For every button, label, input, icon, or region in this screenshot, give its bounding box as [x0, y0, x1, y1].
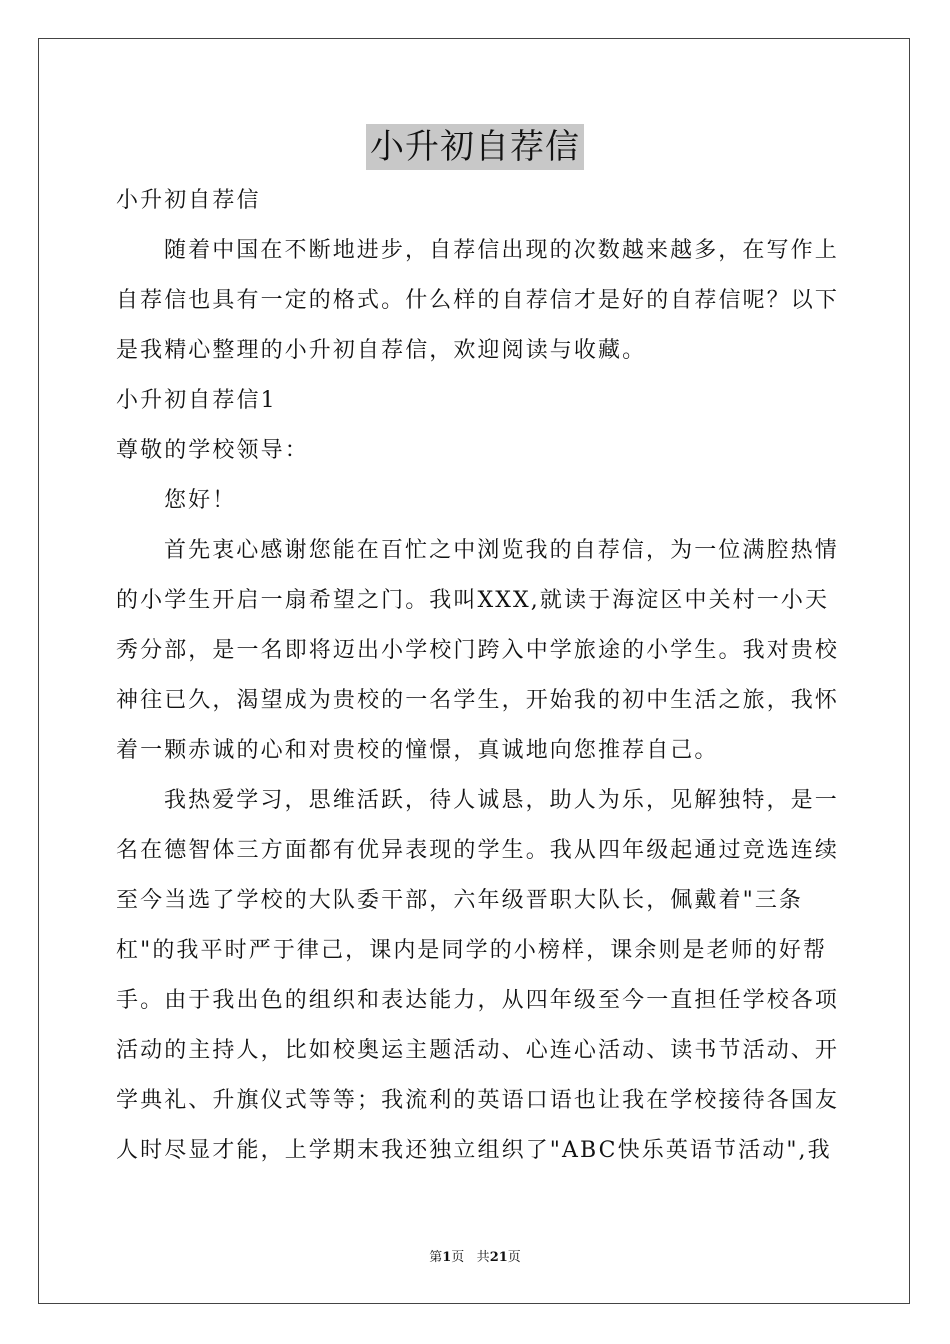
- paragraph-line: 自荐信也具有一定的格式。什么样的自荐信才是好的自荐信呢？以下: [116, 288, 840, 313]
- section-heading: 小升初自荐信1: [116, 388, 277, 413]
- footer-total-prefix: 共: [476, 1250, 490, 1265]
- paragraph-line: 首先衷心感谢您能在百忙之中浏览我的自荐信，为一位满腔热情: [164, 538, 839, 563]
- paragraph-line: 至今当选了学校的大队委干部，六年级晋职大队长，佩戴着"三条: [116, 888, 804, 913]
- paragraph-line: 手。由于我出色的组织和表达能力，从四年级至今一直担任学校各项: [116, 988, 840, 1013]
- footer-prefix: 第: [429, 1250, 443, 1265]
- page-footer: [0, 1246, 950, 1265]
- footer-page-suffix: 页: [451, 1250, 465, 1265]
- paragraph-line: 名在德智体三方面都有优异表现的学生。我从四年级起通过竞选连续: [116, 838, 840, 863]
- paragraph-line: 杠"的我平时严于律己，课内是同学的小榜样，课余则是老师的好帮: [116, 938, 828, 963]
- greeting: 您好！: [164, 488, 237, 513]
- document-title: 小升初自荐信: [366, 124, 584, 170]
- paragraph-line: 着一颗赤诚的心和对贵校的憧憬，真诚地向您推荐自己。: [116, 738, 719, 763]
- paragraph-line: 是我精心整理的小升初自荐信，欢迎阅读与收藏。: [116, 338, 647, 363]
- paragraph-line: 我热爱学习，思维活跃，待人诚恳，助人为乐，见解独特，是一: [164, 788, 839, 813]
- subtitle-line: 小升初自荐信: [116, 188, 261, 213]
- paragraph-line: 学典礼、升旗仪式等等；我流利的英语口语也让我在学校接待各国友: [116, 1088, 840, 1113]
- paragraph-line: 的小学生开启一扇希望之门。我叫XXX,就读于海淀区中关村一小天: [116, 588, 830, 613]
- paragraph-line: 人时尽显才能，上学期末我还独立组织了"ABC快乐英语节活动",我: [116, 1138, 832, 1163]
- total-page-count: 21: [489, 1250, 508, 1265]
- current-page-number: 1: [442, 1250, 452, 1265]
- paragraph-line: 秀分部，是一名即将迈出小学校门跨入中学旅途的小学生。我对贵校: [116, 638, 840, 663]
- document-body: [116, 176, 840, 1176]
- title-container: [0, 124, 950, 170]
- footer-total-suffix: 页: [507, 1250, 521, 1265]
- paragraph-line: 神往已久，渴望成为贵校的一名学生，开始我的初中生活之旅，我怀: [116, 688, 840, 713]
- paragraph-line: 活动的主持人，比如校奥运主题活动、心连心活动、读书节活动、开: [116, 1038, 840, 1063]
- paragraph-line: 随着中国在不断地进步，自荐信出现的次数越来越多，在写作上: [164, 238, 839, 263]
- salutation: 尊敬的学校领导：: [116, 438, 309, 463]
